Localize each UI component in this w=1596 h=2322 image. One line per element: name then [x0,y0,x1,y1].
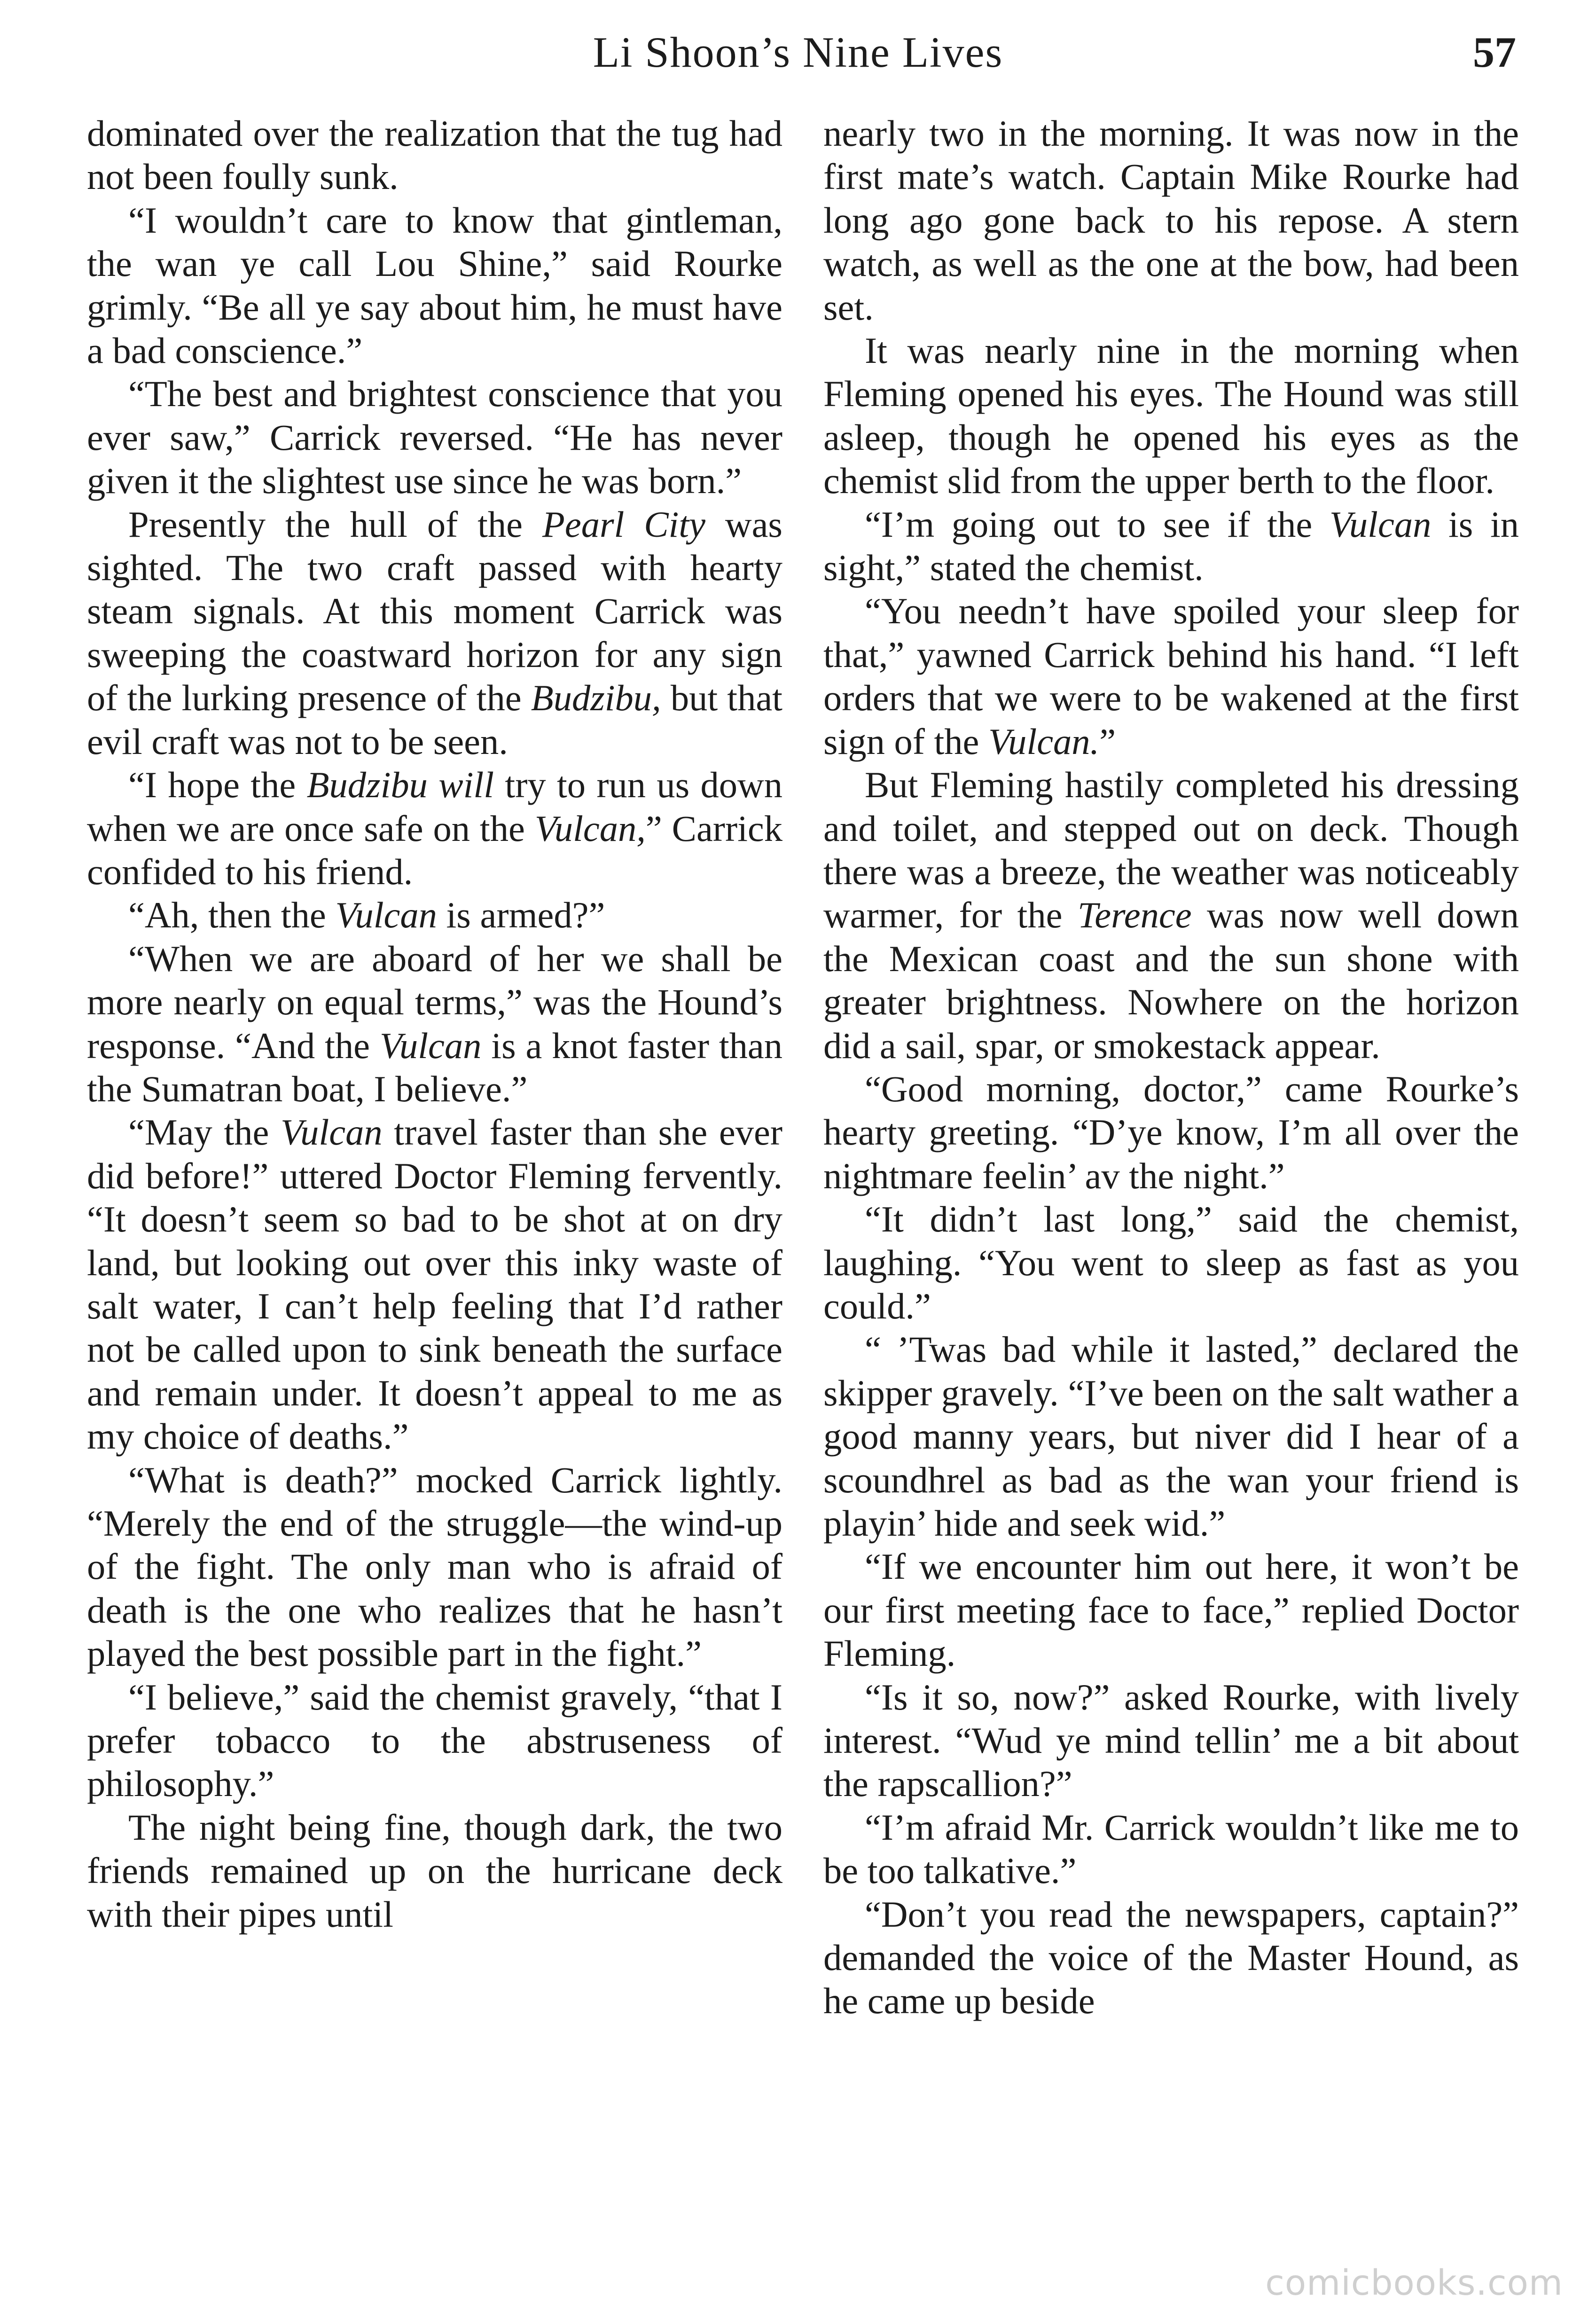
paragraph [823,1198,1519,1328]
text-run: The night being fine, though dark, the two friends remained up on the hurricane deck with their pipes until [87,1806,782,1935]
text-run: “What is death?” mocked Carrick lightly. “Merely the end of the struggle—the wind-up of the fight. The only man who is afraid of death is the one who realizes that he hasn’t played the best possible part in the fight.” [87,1459,782,1674]
text-run: is armed?” [437,894,605,936]
text-run: is a knot faster than the Sumatran boat, I believe.” [87,1025,782,1109]
text-run: was sighted. The two craft passed with hearty steam signals. At this moment Carrick was sweeping the coastward horizon for any sign of the lurking presence of the [87,503,782,719]
italic-text: Vulcan [335,894,437,936]
paragraph [823,1676,1519,1806]
text-run: travel faster than she ever did before!” uttered Doctor Fleming fervently. “It doesn’t seem so bad to be shot at on dry land, but looking out over this inky waste of salt water, I can’t help feeling that I’d rather not be called upon to sink beneath the surface and remain under. It doesn’t appeal to me as my choice of deaths.” [87,1112,782,1457]
paragraph [87,372,782,502]
text-run: dominated over the realization that the tug had not been foully sunk. [87,113,782,197]
italic-text: Vulcan [281,1112,383,1153]
paragraph [87,1459,782,1676]
paragraph [87,112,782,199]
text-run: “Good morning, doctor,” came Rourke’s hearty greeting. “D’ye know, I’m all over the nightmare feelin’ av the night.” [823,1068,1519,1196]
text-run: “It didn’t last long,” said the chemist, laughing. “You went to sleep as fast as you could.” [823,1199,1519,1326]
text-run: “May the [128,1112,281,1153]
text-run: is in sight,” stated the chemist. [823,503,1519,588]
text-run: “Ah, then the [128,894,336,936]
left-text-column [87,112,782,1936]
italic-text: Vulcan [379,1025,482,1066]
paragraph [87,1676,782,1806]
italic-text: Vulcan [1329,503,1432,545]
text-run: “I’m afraid Mr. Carrick wouldn’t like me to be too talkative.” [823,1806,1519,1891]
paragraph [87,937,782,1111]
text-run: “You needn’t have spoiled your sleep for that,” yawned Carrick behind his hand. “I left orders that we were to be wakened at the first sign of the [823,590,1519,762]
watermark: comicbooks.com [1265,2263,1563,2303]
italic-text: Budzibu will [306,764,494,806]
paragraph [823,112,1519,329]
paragraph [823,503,1519,590]
italic-text: Vulcan, [534,808,646,849]
paragraph [823,763,1519,1067]
text-run: But Fleming hastily completed his dressing and toilet, and stepped out on deck. Though there was a breeze, the weather was noticeably warmer, for the [823,764,1519,936]
paragraph [87,894,782,937]
text-run: “Don’t you read the newspapers, captain?” demanded the voice of the Master Hound, as he came up beside [823,1893,1519,2022]
italic-text: Vulcan. [988,721,1100,762]
paragraph [823,329,1519,503]
text-run: was now well down the Mexican coast and the sun shone with greater brightness. Nowhere on the horizon did a sail, spar, or smokestack appear. [823,894,1519,1066]
paragraph [823,1545,1519,1675]
text-run: “ ’Twas bad while it lasted,” declared the skipper gravely. “I’ve been on the salt wather a good manny years, but niver did I hear of a scoundhrel as bad as the wan your friend is playin’ hide and seek wid.” [823,1329,1519,1544]
text-run: ” Carrick confided to his friend. [87,808,782,892]
text-run: It was nearly nine in the morning when Fleming opened his eyes. The Hound was still asleep, though he opened his eyes as the chemist slid from the upper berth to the floor. [823,330,1519,502]
paragraph [87,763,782,894]
page-header [0,0,1596,108]
paragraph [823,589,1519,763]
paragraph [823,1328,1519,1545]
text-run: but that evil craft was not to be seen. [87,677,782,762]
text-run: ” [1099,721,1116,762]
text-run: “I’m going out to see if the [865,503,1330,545]
text-run: “I wouldn’t care to know that gintleman, the wan ye call Lou Shine,” said Rourke grimly. “Be all ye say about him, he must have a bad conscience.” [87,199,782,371]
paragraph [87,503,782,763]
italic-text: Pearl City [542,503,706,545]
text-run: try to run us down when we are once safe on the [87,764,782,849]
paragraph [87,1111,782,1458]
text-run: “Is it so, now?” asked Rourke, with lively interest. “Wud ye mind tellin’ me a bit about the rapscallion?” [823,1676,1519,1804]
text-run: “If we encounter him out here, it won’t be our first meeting face to face,” replied Doctor Fleming. [823,1546,1519,1674]
text-run: Presently the hull of the [128,503,542,545]
right-text-column [823,112,1519,2023]
running-title: Li Shoon’s Nine Lives [593,28,1003,76]
text-run: “I believe,” said the chemist gravely, “that I prefer tobacco to the abstruseness of philosophy.” [87,1676,782,1804]
text-run: “I hope the [128,764,307,806]
paragraph [823,1806,1519,1893]
page-number: 57 [1473,28,1516,76]
paragraph [87,1806,782,1936]
text-run: nearly two in the morning. It was now in the first mate’s watch. Captain Mike Rourke had long ago gone back to his repose. A stern watch, as well as the one at the bow, had been set. [823,113,1519,328]
text-run: “The best and brightest conscience that you ever saw,” Carrick reversed. “He has never given it the slightest use since he was born.” [87,373,782,502]
paragraph [823,1893,1519,2023]
italic-text: Terence [1077,894,1192,936]
paragraph [823,1067,1519,1198]
paragraph [87,199,782,373]
italic-text: Budzibu, [531,677,661,719]
text-run: “When we are aboard of her we shall be more nearly on equal terms,” was the Hound’s response. “And the [87,938,782,1066]
